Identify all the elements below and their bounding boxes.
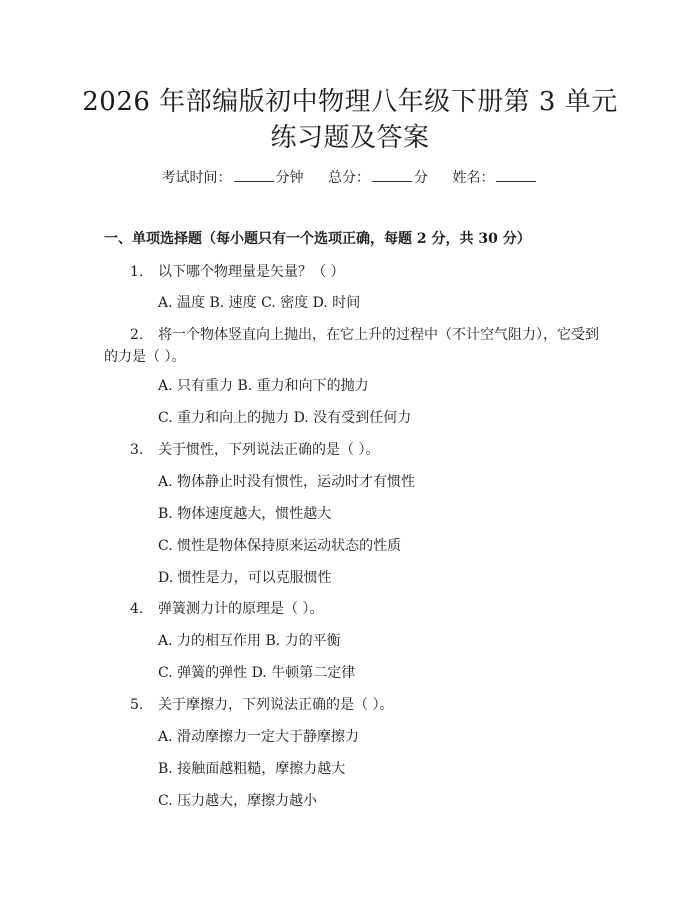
exam-info-row [0, 167, 700, 188]
student-name-field [452, 170, 538, 186]
document-title-line1: 2026 年部编版初中物理八年级下册第 3 单元 [82, 87, 618, 117]
exam-time-label: 考试时间： [161, 170, 232, 186]
question-3-option-b: B. 物体速度越大，惯性越大 [158, 506, 332, 522]
question-text-line1: 将一个物体竖直向上抛出，在它上升的过程中（不计空气阻力），它受到 [158, 327, 599, 343]
section-heading-single-choice: 一、单项选择题（每小题只有一个选项正确，每题 2 分，共 30 分） [104, 231, 531, 247]
exam-time-field [162, 170, 308, 186]
total-score-blank [372, 167, 412, 182]
question-text: 关于惯性，下列说法正确的是（ ）。 [158, 442, 380, 458]
question-5-option-a: A. 滑动摩擦力一定大于静摩擦力 [158, 729, 360, 745]
question-3-option-d: D. 惯性是力，可以克服惯性 [158, 570, 332, 586]
question-number: 5. [130, 697, 144, 713]
question-4-option-row-2: C. 弹簧的弹性 D. 牛顿第二定律 [158, 665, 356, 681]
question-number: 1. [130, 264, 144, 280]
question-2-option-row-1: A. 只有重力 B. 重力和向下的抛力 [158, 378, 369, 394]
question-5-option-c: C. 压力越大，摩擦力越小 [158, 793, 318, 809]
exam-time-unit: 分钟 [275, 170, 304, 186]
question-number: 2. [130, 327, 144, 343]
student-name-label: 姓名： [452, 170, 495, 186]
question-4-option-row-1: A. 力的相互作用 B. 力的平衡 [158, 633, 341, 649]
question-number: 3. [130, 442, 144, 458]
question-1-options: A. 温度 B. 速度 C. 密度 D. 时间 [158, 295, 361, 311]
question-3-option-a: A. 物体静止时没有惯性，运动时才有惯性 [158, 474, 416, 490]
question-text-line2: 的力是（ ）。 [104, 349, 186, 365]
total-score-label: 总分： [328, 170, 370, 186]
question-text: 关于摩擦力，下列说法正确的是（ ）。 [158, 697, 394, 713]
question-text: 弹簧测力计的原理是（ ）。 [158, 601, 324, 617]
student-name-blank [496, 167, 536, 182]
document-title-line2: 练习题及答案 [270, 123, 430, 153]
total-score-field [328, 170, 432, 186]
question-5-option-b: B. 接触面越粗糙，摩擦力越大 [158, 761, 346, 777]
question-text: 以下哪个物理量是矢量？（ ） [158, 264, 345, 280]
question-2-option-row-2: C. 重力和向上的抛力 D. 没有受到任何力 [158, 410, 412, 426]
question-3-option-c: C. 惯性是物体保持原来运动状态的性质 [158, 538, 402, 554]
question-number: 4. [130, 601, 144, 617]
exam-time-blank [234, 167, 274, 182]
total-score-unit: 分 [414, 170, 428, 186]
